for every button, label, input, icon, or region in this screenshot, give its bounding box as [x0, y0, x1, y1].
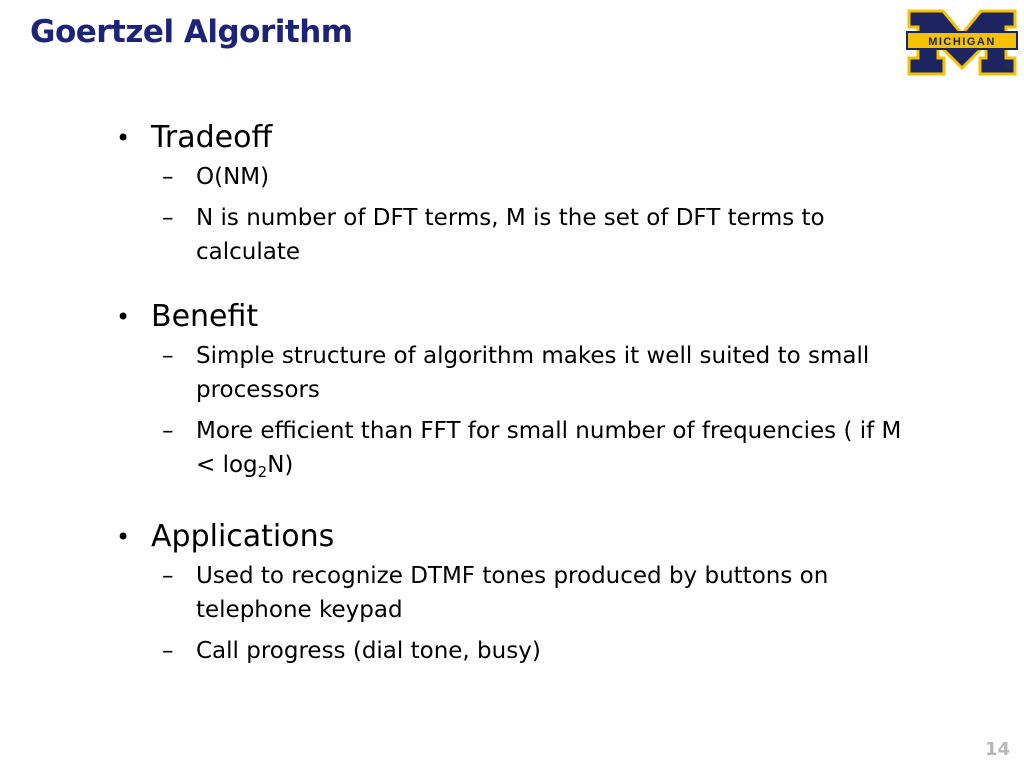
sub-bullet-text-main: More efficient than FFT for small number of frequencies ( if M < log: [196, 418, 902, 478]
dash-icon: –: [162, 164, 174, 190]
sub-bullet-call-progress: [110, 634, 910, 668]
sub-bullet-text-end: N): [267, 452, 294, 478]
sub-bullet-n-m-definition: [110, 201, 910, 269]
sub-bullet-text: Simple structure of algorithm makes it well suited to small processors: [196, 343, 870, 403]
dash-icon: –: [162, 563, 174, 589]
section-applications: [110, 515, 910, 668]
sub-bullet-text: N is number of DFT terms, M is the set of DFT terms to calculate: [196, 205, 825, 265]
sub-bullet-simple-structure: [110, 339, 910, 407]
page-number: 14: [984, 739, 1010, 760]
heading-applications: Applications: [151, 519, 335, 554]
logo-text: MICHIGAN: [928, 36, 996, 48]
michigan-logo: [906, 8, 1018, 78]
dash-icon: –: [162, 205, 174, 231]
bullet-tradeoff: [110, 116, 910, 160]
bullet-icon: •: [116, 303, 131, 331]
bullet-icon: •: [116, 124, 131, 152]
section-tradeoff: [110, 116, 910, 269]
dash-icon: –: [162, 343, 174, 369]
dash-icon: –: [162, 638, 174, 664]
sub-bullet-complexity: [110, 160, 910, 194]
dash-icon: –: [162, 418, 174, 444]
bullet-icon: •: [116, 523, 131, 551]
heading-tradeoff: Tradeoff: [151, 120, 273, 155]
sub-bullet-text: O(NM): [196, 164, 270, 190]
sub-bullet-text: Call progress (dial tone, busy): [196, 638, 541, 664]
sub-bullet-dtmf: [110, 559, 910, 627]
section-benefit: [110, 295, 910, 489]
log-subscript: 2: [257, 463, 268, 481]
slide-title: Goertzel Algorithm: [30, 14, 353, 50]
bullet-applications: [110, 515, 910, 559]
bullet-benefit: [110, 295, 910, 339]
sub-bullet-text: Used to recognize DTMF tones produced by buttons on telephone keypad: [196, 563, 829, 623]
slide-content: [110, 116, 910, 694]
sub-bullet-efficiency: [110, 414, 910, 489]
registered-mark: ®: [1004, 62, 1014, 73]
heading-benefit: Benefit: [151, 299, 259, 334]
